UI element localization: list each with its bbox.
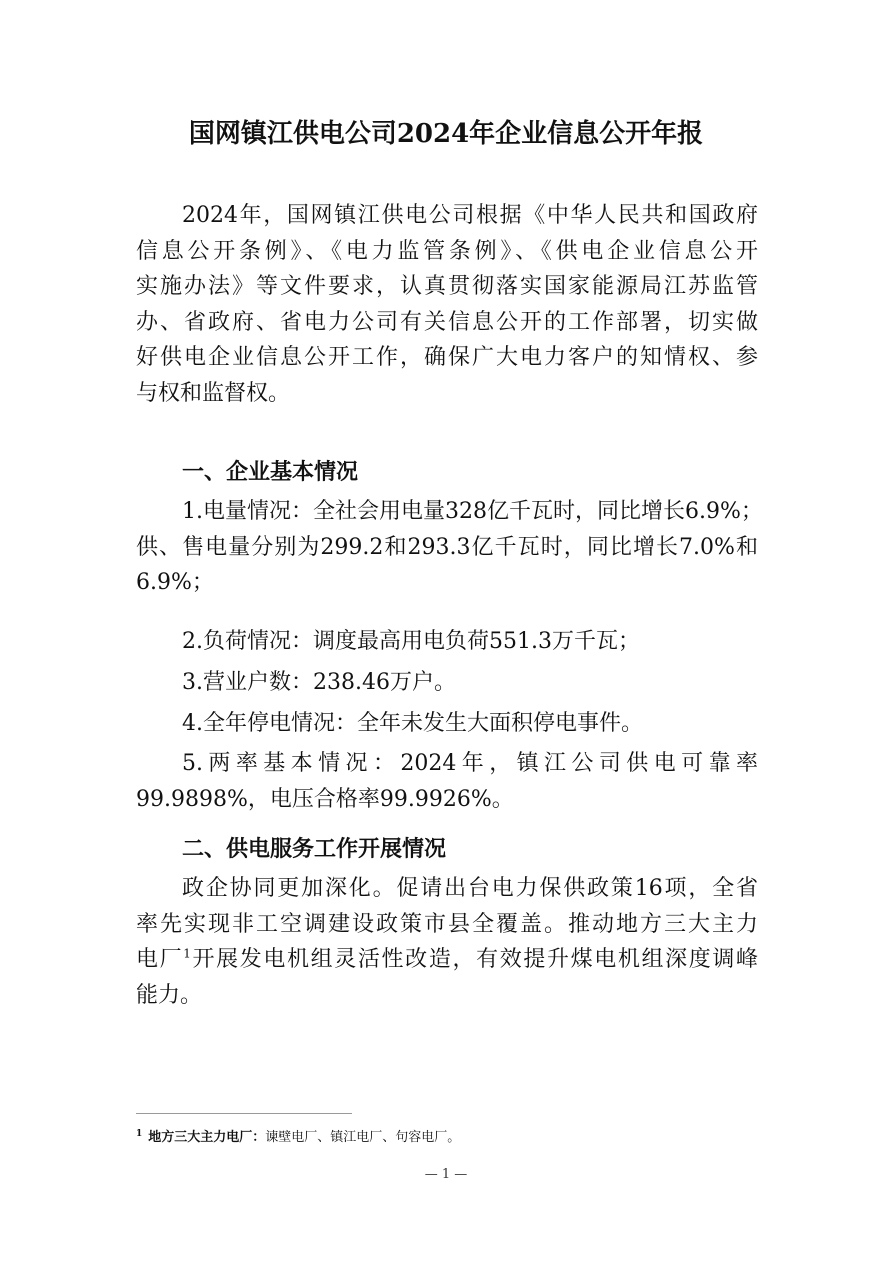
section1-heading: 一、企业基本情况 xyxy=(182,460,359,485)
footnote-label: 地方三大主力电厂： xyxy=(148,1130,266,1145)
section2-heading: 二、供电服务工作开展情况 xyxy=(182,837,447,862)
footnote-reference[interactable]: 1 xyxy=(183,946,191,961)
item3: 3.营业户数：238.46万户。 xyxy=(182,670,456,695)
item5-paragraph xyxy=(136,746,758,817)
section2-line: 能力。 xyxy=(136,982,203,1008)
section2-line-start: 电厂 xyxy=(136,947,184,973)
section2-line: 政企协同更加深化。促请出台电力保供政策16项，全省 xyxy=(182,876,758,901)
section2-line: 率先实现非工空调建设政策市县全覆盖。推动地方三大主力 xyxy=(136,911,758,937)
intro-line: 信息公开条例》、《电力监管条例》、《供电企业信息公开 xyxy=(136,238,758,264)
section2-line-with-footnote xyxy=(136,942,758,978)
item1-line: 供、售电量分别为299.2和293.3亿千瓦时，同比增长7.0%和 xyxy=(136,534,758,560)
footnote-text: 谏壁电厂、镇江电厂、句容电厂。 xyxy=(265,1130,461,1145)
intro-line: 实施办法》等文件要求，认真贯彻落实国家能源局江苏监管 xyxy=(136,274,758,300)
intro-paragraph xyxy=(136,198,758,412)
intro-line: 与权和监督权。 xyxy=(136,380,291,406)
section2-paragraph xyxy=(136,871,758,1013)
page-title: 国网镇江供电公司2024年企业信息公开年报 xyxy=(188,119,704,149)
item5-line: 5.两率基本情况：2024年，镇江公司供电可靠率 xyxy=(182,751,758,776)
item4: 4.全年停电情况：全年未发生大面积停电事件。 xyxy=(182,711,643,736)
item1-line: 1.电量情况：全社会用电量328亿千瓦时，同比增长6.9%； xyxy=(182,499,763,524)
page-number: — 1 — xyxy=(424,1167,468,1182)
item2: 2.负荷情况：调度最高用电负荷551.3万千瓦； xyxy=(182,629,640,654)
item1-paragraph xyxy=(136,494,763,601)
item5-line: 99.9898%，电压合格率99.9926%。 xyxy=(136,786,514,812)
intro-line: 2024年，国网镇江供电公司根据《中华人民共和国政府 xyxy=(182,203,758,228)
section2-line-end: 开展发电机组灵活性改造，有效提升煤电机组深度调峰 xyxy=(190,947,758,973)
footnote xyxy=(136,1126,460,1145)
intro-line: 办、省政府、省电力公司有关信息公开的工作部署，切实做 xyxy=(136,309,758,335)
item1-line: 6.9%； xyxy=(136,570,214,596)
intro-line: 好供电企业信息公开工作，确保广大电力客户的知情权、参 xyxy=(136,345,758,371)
footnote-mark: 1 xyxy=(136,1128,143,1139)
footnote-divider xyxy=(136,1113,352,1114)
